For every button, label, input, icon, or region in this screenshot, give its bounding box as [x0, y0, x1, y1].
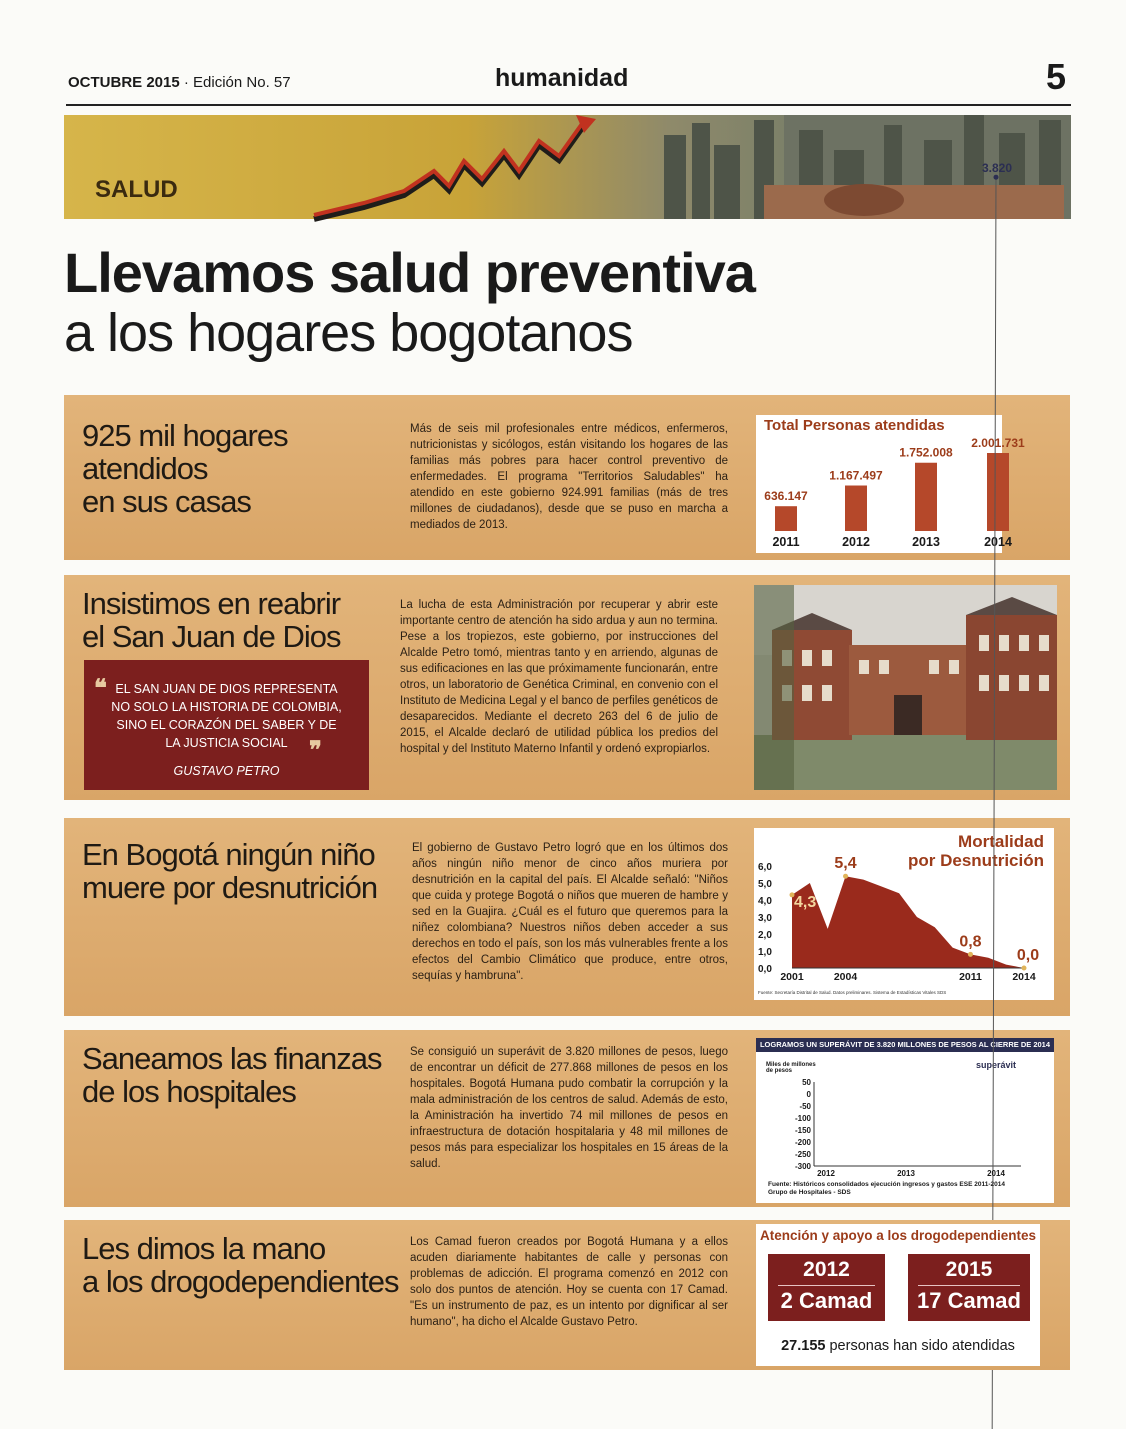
section-finanzas-title: [82, 1042, 382, 1108]
section-san-juan-title: [82, 587, 340, 653]
ylabel-line: de pesos: [766, 1068, 793, 1074]
camad-card-2012: [768, 1254, 885, 1321]
section-hogares: [64, 395, 1070, 560]
section-drogodependientes-body: Los Camad fueron creados por Bogotá Humana y a ellos acuden diariamente habitantes de calle y personas con problemas de adicción. El programa comenzó en 2012 con solo dos puntos de atención. Hoy se cuenta con 17 Camad. "Es un instrumento de paz, es un intento por dignificar al ser humano", ha dicho el Alcalde Gustavo Petro.: [410, 1236, 728, 1328]
bar: [915, 463, 937, 531]
x-tick-label: 2014: [1012, 971, 1036, 983]
banner-bullring: [824, 184, 904, 216]
x-tick-label: 2014: [984, 535, 1012, 549]
bar: [845, 486, 867, 531]
title-line: muere por desnutrición: [82, 870, 378, 905]
section-banner: [64, 115, 1071, 219]
chart-header: LOGRAMOS UN SUPERÁVIT DE 3.820 MILLONES DE PESOS AL CIERRE DE 2014: [756, 1038, 1054, 1052]
camad-title: Atención y apoyo a los drogodependientes: [759, 1228, 1037, 1243]
data-label: 5,4: [834, 855, 857, 873]
section-desnutricion-title: [82, 838, 377, 904]
area-chart: [754, 828, 1054, 1000]
y-tick-label: 50: [802, 1078, 811, 1087]
chart-source: [768, 1181, 1005, 1197]
camad-footer-number: 27.155: [781, 1338, 826, 1354]
title-line: a los drogodependientes: [82, 1264, 399, 1299]
headline-sub: a los hogares bogotanos: [64, 303, 633, 363]
section-san-juan: [64, 575, 1070, 800]
data-label: 0,0: [1016, 947, 1040, 964]
quote-line: EL SAN JUAN DE DIOS REPRESENTA: [115, 682, 338, 696]
ylabel-line: Miles de millones: [766, 1062, 816, 1068]
masthead-rule: [66, 104, 1071, 106]
data-label: 0,8: [959, 933, 982, 951]
data-point: [994, 175, 999, 180]
title-line: En Bogotá ningún niño: [82, 837, 375, 872]
masthead-edition: Edición No. 57: [193, 74, 291, 91]
source-line: Grupo de Hospitales - SDS: [768, 1189, 851, 1196]
section-hogares-body: Más de seis mil profesionales entre médicos, enfermeros, nutricionistas y sicólogos, están visitando los hogares de las familias más pobres para hacer control preventivo de enfermedades. El programa "Territorios Saludables" ha atendido en este gobierno 924.991 familias (más de tres millones de ciudadanos), desde que se puso en marcha a mediados de 2013.: [410, 423, 728, 531]
data-point: [1022, 966, 1027, 971]
x-tick-label: 2012: [842, 535, 870, 549]
section-san-juan-body: La lucha de esta Administración por recuperar y abrir este importante centro de atención ha sido ardua y aun no termina. Pese a los tropiezos, este gobierno, por instrucciones del Alcalde Petro tomó, mientras tanto y en arriendo, algunas de sus edificaciones en las que próximamente funcionarán, entre otros, un laboratorio de Genética Criminal, en convenio con el Instituto de Medicina Legal y el banco de perfiles genéticos de desaparecidos. Mediante el decreto 263 del 6 de julio de 2015, el Alcalde declaró de utilidad pública los predios del hospital y del Instituto Materno Infantil y ordenó expropiarlos.: [400, 599, 718, 755]
quote-text: [84, 680, 369, 752]
x-tick-label: 2011: [772, 535, 800, 549]
data-point: [968, 952, 973, 957]
y-tick-label: -100: [794, 1114, 811, 1123]
chart-personas-atendidas: [756, 415, 1025, 553]
x-tick-label: 2013: [897, 1169, 915, 1178]
section-drogodependientes: [64, 1220, 1070, 1370]
x-tick-label: 2004: [833, 971, 858, 983]
source-line: Fuente: Históricos consolidados ejecución ingresos y gastos ESE 2011-2014: [768, 1181, 1005, 1188]
section-finanzas-body: Se consiguió un superávit de 3.820 millones de pesos, luego de encontrar un déficit de 277.868 millones de pesos en los hospitales. Bogotá Humana pudo combatir la corrupción y la mala administración de los centros de salud. Además de esto, la Aministración ha invertido 74 mil millones de pesos en infraestructura de dotación hospitalaria y 48 mil millones de pesos más para especializar los hospitales en 15 áreas de la salud.: [410, 1046, 728, 1170]
x-tick-label: 2001: [780, 971, 804, 983]
camad-box: [756, 1224, 1040, 1366]
masthead-section: humanidad: [495, 64, 629, 92]
y-tick-label: 0,0: [758, 964, 772, 975]
open-quote-icon: ❝: [94, 676, 107, 702]
camad-year: 2012: [803, 1258, 850, 1281]
y-tick-label: -250: [794, 1150, 811, 1159]
x-tick-label: 2011: [959, 971, 982, 983]
bar: [775, 506, 797, 531]
y-tick-label: 2,0: [758, 930, 772, 941]
y-tick-label: -150: [794, 1126, 811, 1135]
camad-year: 2015: [945, 1258, 993, 1281]
chart-title-line: por Desnutrición: [907, 851, 1044, 870]
hospital-photo: [754, 585, 1057, 790]
bar-value-label: 2.001.731: [971, 436, 1025, 450]
bar-value-label: 1.167.497: [829, 468, 883, 483]
y-tick-label: 1,0: [758, 947, 772, 958]
title-line: 925 mil hogares: [82, 418, 288, 453]
quote-line: LA JUSTICIA SOCIAL: [165, 736, 288, 750]
chart-title: Total Personas atendidas: [764, 417, 945, 434]
close-quote-icon: ❞: [309, 738, 322, 764]
camad-footer-text: personas han sido atendidas: [829, 1338, 1015, 1354]
camad-value: 2 Camad: [780, 1288, 873, 1313]
y-tick-label: 3,0: [758, 913, 772, 924]
banner-illustration: [64, 115, 1071, 219]
quote-box: [84, 660, 369, 790]
title-line: Saneamos las finanzas: [82, 1041, 382, 1076]
section-desnutricion: [64, 818, 1070, 1016]
camad-card-2015: [908, 1254, 1030, 1321]
chart-mortalidad: [754, 828, 1054, 1000]
bar: [987, 453, 1009, 531]
title-line: Les dimos la mano: [82, 1231, 326, 1266]
title-line: el San Juan de Dios: [82, 619, 341, 654]
data-point: [843, 874, 848, 879]
masthead-date-text: OCTUBRE 2015: [68, 74, 180, 91]
hospital-illustration: [754, 585, 1057, 790]
y-tick-label: 4,0: [758, 896, 772, 907]
title-line: de los hospitales: [82, 1074, 296, 1109]
y-tick-label: -300: [794, 1162, 811, 1171]
headline-main: Llevamos salud preventiva: [64, 241, 755, 304]
title-line: atendidos: [82, 451, 208, 486]
superavit-label: superávit: [976, 1060, 1017, 1070]
section-drogodependientes-title: [82, 1232, 399, 1298]
x-tick-label: 2013: [912, 535, 940, 549]
chart-source: Fuente: Secretaría Distrital de Salud. Datos preliminares. Sistema de Estadísticas Vitales SDS: [758, 990, 947, 995]
y-tick-label: 0: [806, 1090, 811, 1099]
title-line: Insistimos en reabrir: [82, 586, 341, 621]
camad-value: 17 Camad: [917, 1288, 1021, 1313]
x-tick-label: 2012: [817, 1169, 835, 1178]
chart-title-line: Mortalidad: [958, 832, 1044, 851]
section-desnutricion-body: El gobierno de Gustavo Petro logró que en los últimos dos años ningún niño menor de cinco años muriera por desnutrición en la capital del país. El Alcalde señaló: "Niños que cuida y protege Bogotá o niños que mueren de hambre y sed en la Guajira. ¿Cuál es el futuro que queremos para la niñez colombiana? Nuestros niños deben acceder a sus derechos en todo el país, son los más vulnerables frente a los efectos del Cambio Climático que produce, entre otros, sequías y hambruna".: [412, 842, 728, 982]
banner-rooftops: [764, 185, 1064, 219]
data-label: 4,3: [794, 893, 817, 911]
data-label: 3.820: [982, 161, 1013, 176]
section-hogares-title: [82, 419, 288, 518]
camad-footer: [756, 1338, 1040, 1354]
quote-line: NO SOLO LA HISTORIA DE COLOMBIA,: [111, 700, 342, 714]
y-tick-label: 6,0: [758, 862, 772, 873]
x-tick-label: 2014: [987, 1169, 1005, 1178]
area-series: [792, 876, 1024, 968]
y-tick-label: -200: [794, 1138, 811, 1147]
page-number: 5: [1046, 56, 1067, 97]
y-tick-label: -50: [799, 1102, 811, 1111]
bar-value-label: 636.147: [764, 489, 808, 504]
bar-chart: [756, 415, 1025, 553]
banner-trend-line: [314, 121, 584, 215]
title-line: en sus casas: [82, 484, 251, 519]
quote-author: GUSTAVO PETRO: [173, 764, 280, 778]
bar-value-label: 1.752.008: [899, 445, 953, 460]
quote-line: SINO EL CORAZÓN DEL SABER Y DE: [116, 718, 337, 732]
masthead-date: [68, 74, 291, 91]
masthead-separator: ·: [183, 74, 189, 91]
banner-label: SALUD: [95, 176, 178, 203]
y-tick-label: 5,0: [758, 879, 772, 890]
